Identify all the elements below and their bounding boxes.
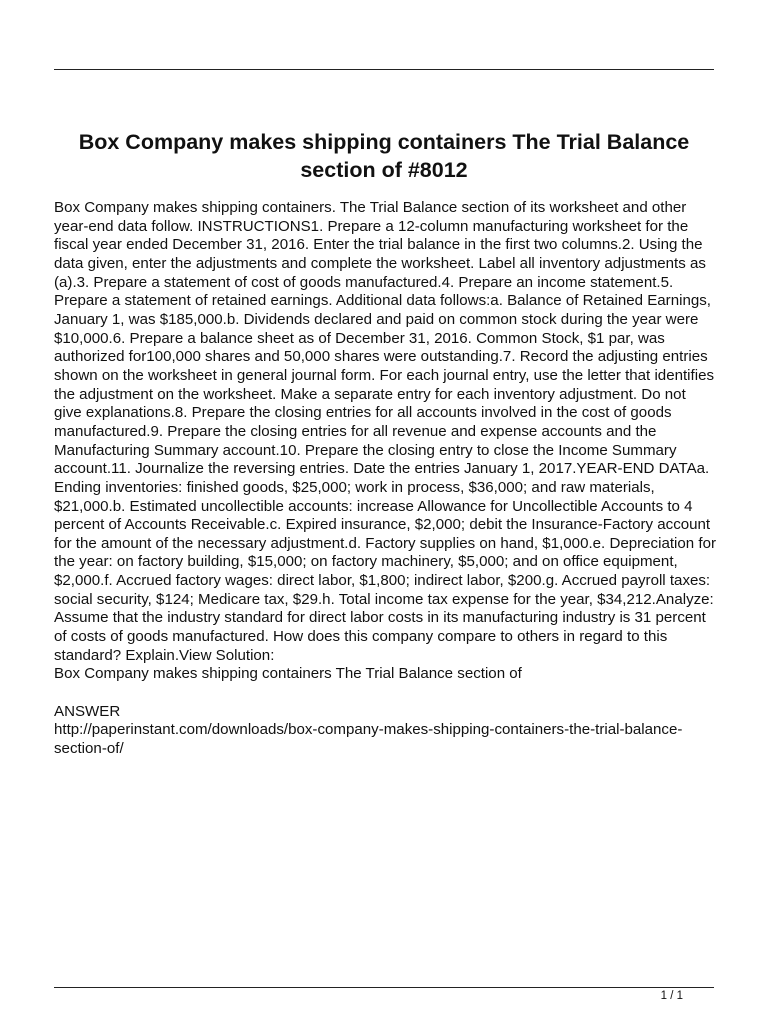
answer-link[interactable]: http://paperinstant.com/downloads/box-company-makes-shipping-containers-the-trial-balance-section-of/ <box>54 721 683 758</box>
document-title: Box Company makes shipping containers The Trial Balance section of #8012 <box>78 130 690 182</box>
spacer <box>54 684 716 703</box>
body-paragraph: Box Company makes shipping containers. The Trial Balance section of its worksheet and other year-end data follow. INSTRUCTIONS1. Prepare a 12-column manufacturing worksheet for the fiscal year ended December 31, 2016. Enter the trial balance in the first two columns.2. Using the data given, enter the adjustments and complete the worksheet. Label all inventory adjustments as (a).3. Prepare a statement of cost of goods manufactured.4. Prepare an income statement.5. Prepare a statement of retained earnings. Additional data follows:a. Balance of Retained Earnings, January 1, was $185,000.b. Dividends declared and paid on common stock during the year were $10,000.6. Prepare a balance sheet as of December 31, 2016. Common Stock, $1 par, was authorized for100,000 shares and 50,000 shares were outstanding.7. Record the adjusting entries shown on the worksheet in general journal form. For each journal entry, use the letter that identifies the adjustment on the worksheet. Make a separate entry for each inventory adjustment. Do not give explanations.8. Prepare the closing entries for all accounts involved in the cost of goods manufactured.9. Prepare the closing entries for all revenue and expense accounts and the Manufacturing Summary account.10. Prepare the closing entry to close the Income Summary account.11. Journalize the reversing entries. Date the entries January 1, 2017.YEAR-END DATAa. Ending inventories: finished goods, $25,000; work in process, $36,000; and raw materials, $21,000.b. Estimated uncollectible accounts: increase Allowance for Uncollectible Accounts to 4 percent of Accounts Receivable.c. Expired insurance, $2,000; debit the Insurance-Factory account for the amount of the necessary adjustment.d. Factory supplies on hand, $1,000.e. Depreciation for the year: on factory building, $15,000; on factory machinery, $5,000; and on office equipment, $2,000.f. Accrued factory wages: direct labor, $1,800; indirect labor, $200.g. Accrued payroll taxes: social security, $124; Medicare tax, $29.h. Total income tax expense for the year, $34,212.Analyze: Assume that the industry standard for direct labor costs in its manufacturing industry is 31 percent of costs of goods manufactured. How does this company compare to others in regard to this standard? Explain.View Solution: <box>54 199 716 664</box>
document-body <box>54 199 716 759</box>
header-rule <box>54 69 714 70</box>
footer-rule <box>54 987 714 988</box>
subtitle-line: Box Company makes shipping containers The Trial Balance section of <box>54 665 522 683</box>
answer-label: ANSWER <box>54 702 121 720</box>
page-number: 1 / 1 <box>660 990 683 1002</box>
